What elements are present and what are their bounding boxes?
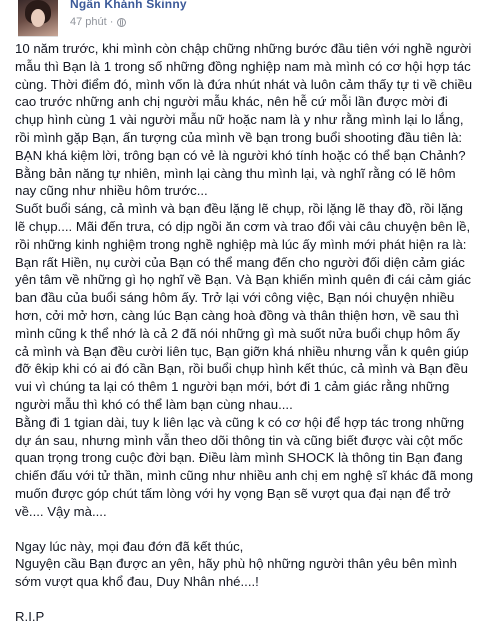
globe-icon <box>117 18 126 27</box>
post-body <box>10 40 480 626</box>
paragraph-gap <box>15 591 476 608</box>
post-signoff: R.I.P <box>15 608 45 624</box>
post-paragraph: 10 năm trước, khi mình còn chập chững những bước đầu tiên với nghề người mẫu thì Bạn là 1 trong số những đồng nghiệp nam mà mình có cơ hội hợp tác cùng. Thời điểm đó, mình vốn là đứa nhút nhát và luôn cảm thấy tự ti về chiều cao trước những anh chị người mẫu khác, nên hễ cứ mỗi lần được mời đi chụp hình cùng 1 vài người mẫu nữ hoặc nam là y như rằng mình lại lo lắng, rồi mình gặp Bạn, ấn tượng của mình về bạn trong buổi shooting đầu tiên là: BẠN khá kiệm lời, trông bạn có vẻ là người khó tính hoặc có thể bạn Chảnh? Bằng bản năng tự nhiên, mình lại càng thu mình lại, và nghĩ rằng có lẽ hôm nay cũng như nhiều hôm trước... <box>15 41 473 199</box>
post-meta <box>70 16 126 28</box>
author-avatar[interactable] <box>18 0 58 37</box>
post-paragraph: Ngay lúc này, mọi đau đớn đã kết thúc, Nguyện cầu Bạn được an yên, hãy phù hộ những người thân yêu bên mình sớm vượt qua khổ đau, Duy Nhân nhé....! <box>15 538 457 590</box>
author-name[interactable]: Ngân Khánh Skinny <box>70 0 187 11</box>
paragraph-gap <box>15 521 476 538</box>
post-paragraph: Bằng đi 1 tgian dài, tuy k liên lạc và cũng k có cơ hội để hợp tác trong những dự án sau, nhưng mình vẫn theo dõi thông tin và cũng biết được vài cột mốc quan trọng trong cuộc đời bạn. Điều làm mình SHOCK là thông tin Bạn đang chiến đấu với tử thần, mình cũng như nhiều anh chị em nghệ sĩ khác đã mong muốn được góp chút tấm lòng với hy vọng Bạn sẽ vượt qua đại nạn để trở về.... Vậy mà.... <box>15 414 474 519</box>
avatar-face <box>31 9 45 27</box>
post-paragraph: Suốt buổi sáng, cả mình và bạn đều lặng lẽ chụp, rồi lặng lẽ thay đồ, rồi lặng lẽ chụp.... Mãi đến trưa, có dịp ngồi ăn cơm và trao đổi vài câu chuyện bên lề, rồi những kinh nghiệm trong nghề nghiệp mà lúc ấy mình mới phát hiện ra là: Bạn rất Hiền, nụ cười của Bạn có thể mang đến cho người đối diện cảm giác yên tâm về những gì họ nghĩ về Bạn. Và Bạn khiến mình quên đi cái cảm giác ban đầu của buổi sáng hôm ấy. Trở lại với công việc, Bạn nói chuyện nhiều hơn, cởi mở hơn, càng lúc Bạn càng hoà đồng và thân thiện hơn, về sau thì mình cũng k thể nhớ là cả 2 đã nói những gì mà suốt nửa buổi chụp hôm ấy cả mình và Bạn đều cười liên tục, Bạn giỡn khá nhiều nhưng vẫn k quên giúp đỡ êkip khi có ai đó cần Bạn, rồi buổi chụp hình kết thúc, cả mình và Bạn đều vui vì chúng ta lại có thêm 1 người bạn mới, bớt đi 1 cảm giác rằng những người mẫu thì khó có thể làm bạn cùng nhau.... <box>15 201 472 412</box>
post-header <box>10 0 480 40</box>
post-timestamp[interactable]: 47 phút · <box>70 16 114 28</box>
